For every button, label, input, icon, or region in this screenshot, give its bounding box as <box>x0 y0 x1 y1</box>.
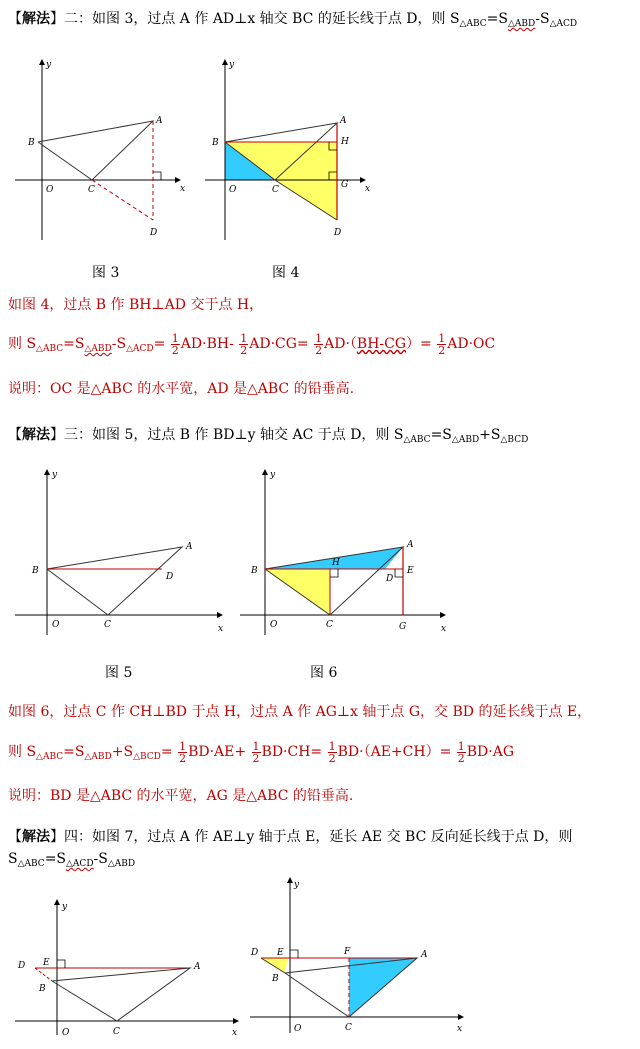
fig8-label-B: B <box>272 974 279 984</box>
figure-5 <box>10 465 230 645</box>
fig5-label-A: A <box>186 542 193 552</box>
fig6-label-E: E <box>407 566 414 576</box>
fig4-label-D: D <box>334 228 342 238</box>
method3-heading: 【解法】三：如图 5，过点 B 作 BD⊥y 轴交 AC 于点 D，则 $S_{\triangle ABC}=S_{\triangle ABD}+S_{\triangle BCD}$ <box>8 427 529 445</box>
fig5-label-y: y <box>52 470 58 480</box>
fig8-label-A: A <box>421 950 428 960</box>
fig7-label-O: O <box>62 1028 70 1038</box>
fig8-label-D: D <box>251 948 259 958</box>
fig4-label-y: y <box>229 60 235 70</box>
caption-fig5: 图 5 <box>105 665 133 681</box>
method3-note: 说明：BD 是△ABC 的水平宽，AG 是△ABC 的铅垂高. <box>8 788 354 804</box>
fig7-label-C: C <box>113 1027 120 1037</box>
fig6-label-y: y <box>270 470 276 480</box>
fig3-label-D: D <box>150 228 158 238</box>
fig6-label-O: O <box>270 620 278 630</box>
fig7-label-A: A <box>194 962 201 972</box>
fig6-label-G: G <box>399 622 407 632</box>
method2-line1: 如图 4，过点 B 作 BH⊥AD 交于点 H， <box>8 297 264 313</box>
fig3-label-x: x <box>180 184 186 194</box>
fig8-label-C: C <box>345 1023 352 1033</box>
fig8-label-O: O <box>294 1024 302 1034</box>
method2-formula: 则 $S_{\triangle ABC}=S_{\triangle ABD}-S_{\triangle ACD}=$ $\frac{1}{2}$ AD·BH- $\frac{1}{2}$ AD·CG= $\frac{1}{2}$ AD·（BH-CG）= $\frac{1}{2}$ AD·OC <box>8 331 496 357</box>
fig5-label-D: D <box>166 572 174 582</box>
fig7-label-y: y <box>62 902 68 912</box>
figure-7 <box>10 895 240 1045</box>
fig6-label-B: B <box>251 566 258 576</box>
fig5-label-O: O <box>52 620 60 630</box>
fig8-label-x: x <box>457 1024 463 1034</box>
fig6-label-C: C <box>326 620 333 630</box>
fig8-label-y: y <box>294 880 300 890</box>
fig7-label-E: E <box>43 958 50 968</box>
method4-heading-line2: $S_{\triangle ABC}=S_{\triangle ACD}-S_{\triangle ABD}$ <box>8 851 136 869</box>
figure-4 <box>200 55 380 255</box>
fig6-label-A: A <box>407 540 414 550</box>
fig5-label-C: C <box>104 620 111 630</box>
fig4-label-C: C <box>272 185 279 195</box>
caption-fig3: 图 3 <box>92 265 120 281</box>
fig3-label-B: B <box>28 138 35 148</box>
fig4-label-A: A <box>340 116 347 126</box>
fig4-label-H: H <box>341 137 349 147</box>
fig8-label-E: E <box>277 948 284 958</box>
method3-formula: 则 $S_{\triangle ABC}=S_{\triangle ABD}+S_{\triangle BCD}=$ $\frac{1}{2}$ BD·AE+ $\frac{1}{2}$ BD·CH= $\frac{1}{2}$ BD·（AE+CH）= $\frac{1}{2}$ BD·AG <box>8 739 515 765</box>
fig6-label-D: D <box>386 574 394 584</box>
caption-fig4: 图 4 <box>272 265 300 281</box>
figure-3 <box>10 55 190 255</box>
fig3-label-y: y <box>46 60 52 70</box>
fig3-label-O: O <box>46 185 54 195</box>
fig6-label-H: H <box>332 558 340 568</box>
fig5-label-x: x <box>218 624 224 634</box>
fig4-label-G: G <box>341 180 349 190</box>
fig3-label-A: A <box>156 116 163 126</box>
method4-heading: 【解法】四：如图 7，过点 A 作 AE⊥y 轴于点 E，延长 AE 交 BC 反向延长线于点 D，则 <box>8 829 573 845</box>
fig4-label-O: O <box>229 185 237 195</box>
fig3-label-C: C <box>88 185 95 195</box>
fig7-label-D: D <box>18 961 26 971</box>
figure-6 <box>235 465 455 645</box>
fig4-label-B: B <box>212 138 219 148</box>
method3-line1: 如图 6，过点 C 作 CH⊥BD 于点 H，过点 A 作 AG⊥x 轴于点 G，交 BD 的延长线于点 E， <box>8 704 592 720</box>
fig7-label-B: B <box>39 984 46 994</box>
method2-note: 说明：OC 是△ABC 的水平宽，AD 是△ABC 的铅垂高. <box>8 381 355 397</box>
caption-fig6: 图 6 <box>310 665 338 681</box>
fig7-label-x: x <box>232 1028 238 1038</box>
fig6-label-x: x <box>441 624 447 634</box>
method2-heading: 【解法】二：如图 3，过点 A 作 AD⊥x 轴交 BC 的延长线于点 D，则 $S_{\triangle ABC}=S_{\triangle ABD}-S_{\triangle ACD}$ <box>8 11 578 29</box>
figure-8 <box>245 873 465 1043</box>
fig8-label-F: F <box>344 947 351 957</box>
fig4-label-x: x <box>365 184 371 194</box>
fig5-label-B: B <box>32 566 39 576</box>
